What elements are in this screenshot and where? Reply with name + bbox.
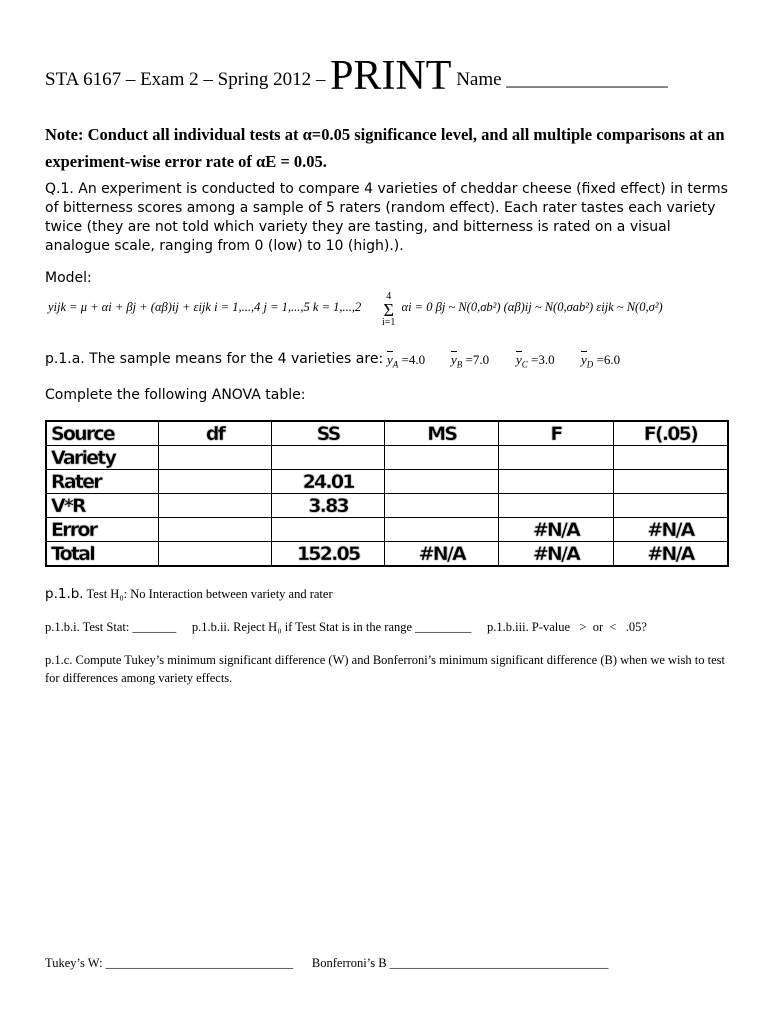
df-cell[interactable] bbox=[159, 494, 271, 518]
model-equation-main: yijk = μ + αi + βj + (αβ)ij + εijk i = 1,...,4 j = 1,...,5 k = 1,...,2 bbox=[48, 300, 362, 314]
p1b-label: p.1.b. bbox=[45, 586, 84, 602]
mean-c: $y_C =3.0$ bbox=[516, 352, 555, 370]
row-label: Total bbox=[46, 542, 159, 567]
ss-cell: 152.05 bbox=[271, 542, 385, 567]
anova-instruction: Complete the following ANOVA table: bbox=[45, 387, 306, 403]
question-1-text: Q.1. An experiment is conducted to compare 4 varieties of cheddar cheese (fixed effect) in terms of bitterness scores among a sample of 5 raters (random effect). Each rater tastes each variety twice (they are not told which variety they are tasting, and bitterness is rated on a visual analogue scale, ranging from 0 (low) to 10 (high).). bbox=[45, 181, 728, 254]
ms-cell[interactable] bbox=[385, 518, 499, 542]
table-row bbox=[46, 494, 728, 518]
model-equation bbox=[48, 300, 663, 315]
f05-cell[interactable] bbox=[613, 470, 728, 494]
df-cell[interactable] bbox=[159, 542, 271, 567]
f-cell: #N/A bbox=[499, 542, 614, 567]
p1b-text bbox=[45, 586, 333, 602]
df-cell[interactable] bbox=[159, 518, 271, 542]
sum-upper: 4 bbox=[386, 291, 392, 302]
course-title: STA 6167 – Exam 2 – Spring 2012 – bbox=[45, 69, 326, 90]
answer-lines: Tukey’s W: ______________________________ Bonferroni’s B ___________________________________ bbox=[45, 956, 609, 970]
header-ms: MS bbox=[385, 421, 499, 446]
f-cell[interactable] bbox=[499, 494, 614, 518]
mean-a: $y_A =4.0$ bbox=[387, 352, 426, 370]
ss-cell: 3.83 bbox=[271, 494, 385, 518]
anova-table bbox=[45, 420, 729, 567]
name-field: Name _________________ bbox=[456, 69, 668, 90]
header-f05: F(.05) bbox=[613, 421, 728, 446]
ss-cell[interactable] bbox=[271, 518, 385, 542]
f05-cell[interactable] bbox=[613, 494, 728, 518]
row-label: V*R bbox=[46, 494, 159, 518]
model-label: Model: bbox=[45, 270, 92, 286]
sigma-glyph: Σ bbox=[383, 300, 394, 320]
table-row bbox=[46, 446, 728, 470]
f05-cell: #N/A bbox=[613, 542, 728, 567]
header-df: df bbox=[159, 421, 271, 446]
note-text: Note: Conduct all individual tests at α=0.05 significance level, and all multiple comparisons at an experiment-wise error rate of αE = 0.05. bbox=[45, 125, 725, 171]
df-cell[interactable] bbox=[159, 470, 271, 494]
f-cell[interactable] bbox=[499, 446, 614, 470]
header-source: Source bbox=[46, 421, 159, 446]
ms-cell: #N/A bbox=[385, 542, 499, 567]
f05-cell: #N/A bbox=[613, 518, 728, 542]
anova-header-row bbox=[46, 421, 728, 446]
p1b-subparts: p.1.b.i. Test Stat: _______ p.1.b.ii. Reject H₀ if Test Stat is in the range _________ p.1.b.iii. P-value > or < .05? bbox=[45, 620, 647, 634]
mean-b: $y_B =7.0$ bbox=[451, 352, 490, 370]
p1a-text: p.1.a. The sample means for the 4 varieties are: bbox=[45, 351, 384, 367]
f-cell[interactable] bbox=[499, 470, 614, 494]
row-label: Error bbox=[46, 518, 159, 542]
header-f: F bbox=[499, 421, 614, 446]
print-label: PRINT bbox=[330, 53, 452, 99]
f-cell: #N/A bbox=[499, 518, 614, 542]
table-row bbox=[46, 518, 728, 542]
ss-cell: 24.01 bbox=[271, 470, 385, 494]
ms-cell[interactable] bbox=[385, 446, 499, 470]
ms-cell[interactable] bbox=[385, 494, 499, 518]
header-ss: SS bbox=[271, 421, 385, 446]
mean-d: $y_D =6.0$ bbox=[581, 352, 621, 370]
row-label: Rater bbox=[46, 470, 159, 494]
ms-cell[interactable] bbox=[385, 470, 499, 494]
summation-symbol bbox=[382, 292, 395, 328]
model-constraints: αi = 0 βj ~ N(0,σb²) (αβ)ij ~ N(0,σab²) εijk ~ N(0,σ²) bbox=[401, 300, 663, 314]
table-row bbox=[46, 542, 728, 567]
df-cell[interactable] bbox=[159, 446, 271, 470]
sum-lower: i=1 bbox=[382, 317, 396, 328]
row-label: Variety bbox=[46, 446, 159, 470]
ss-cell[interactable] bbox=[271, 446, 385, 470]
p1b-hypothesis: Test H₀: No Interaction between variety and rater bbox=[86, 587, 333, 601]
f05-cell[interactable] bbox=[613, 446, 728, 470]
p1c-text: p.1.c. Compute Tukey’s minimum significant difference (W) and Bonferroni’s minimum significant difference (B) when we wish to test for differences among variety effects. bbox=[45, 653, 725, 685]
table-row bbox=[46, 470, 728, 494]
exam-header bbox=[45, 52, 668, 100]
